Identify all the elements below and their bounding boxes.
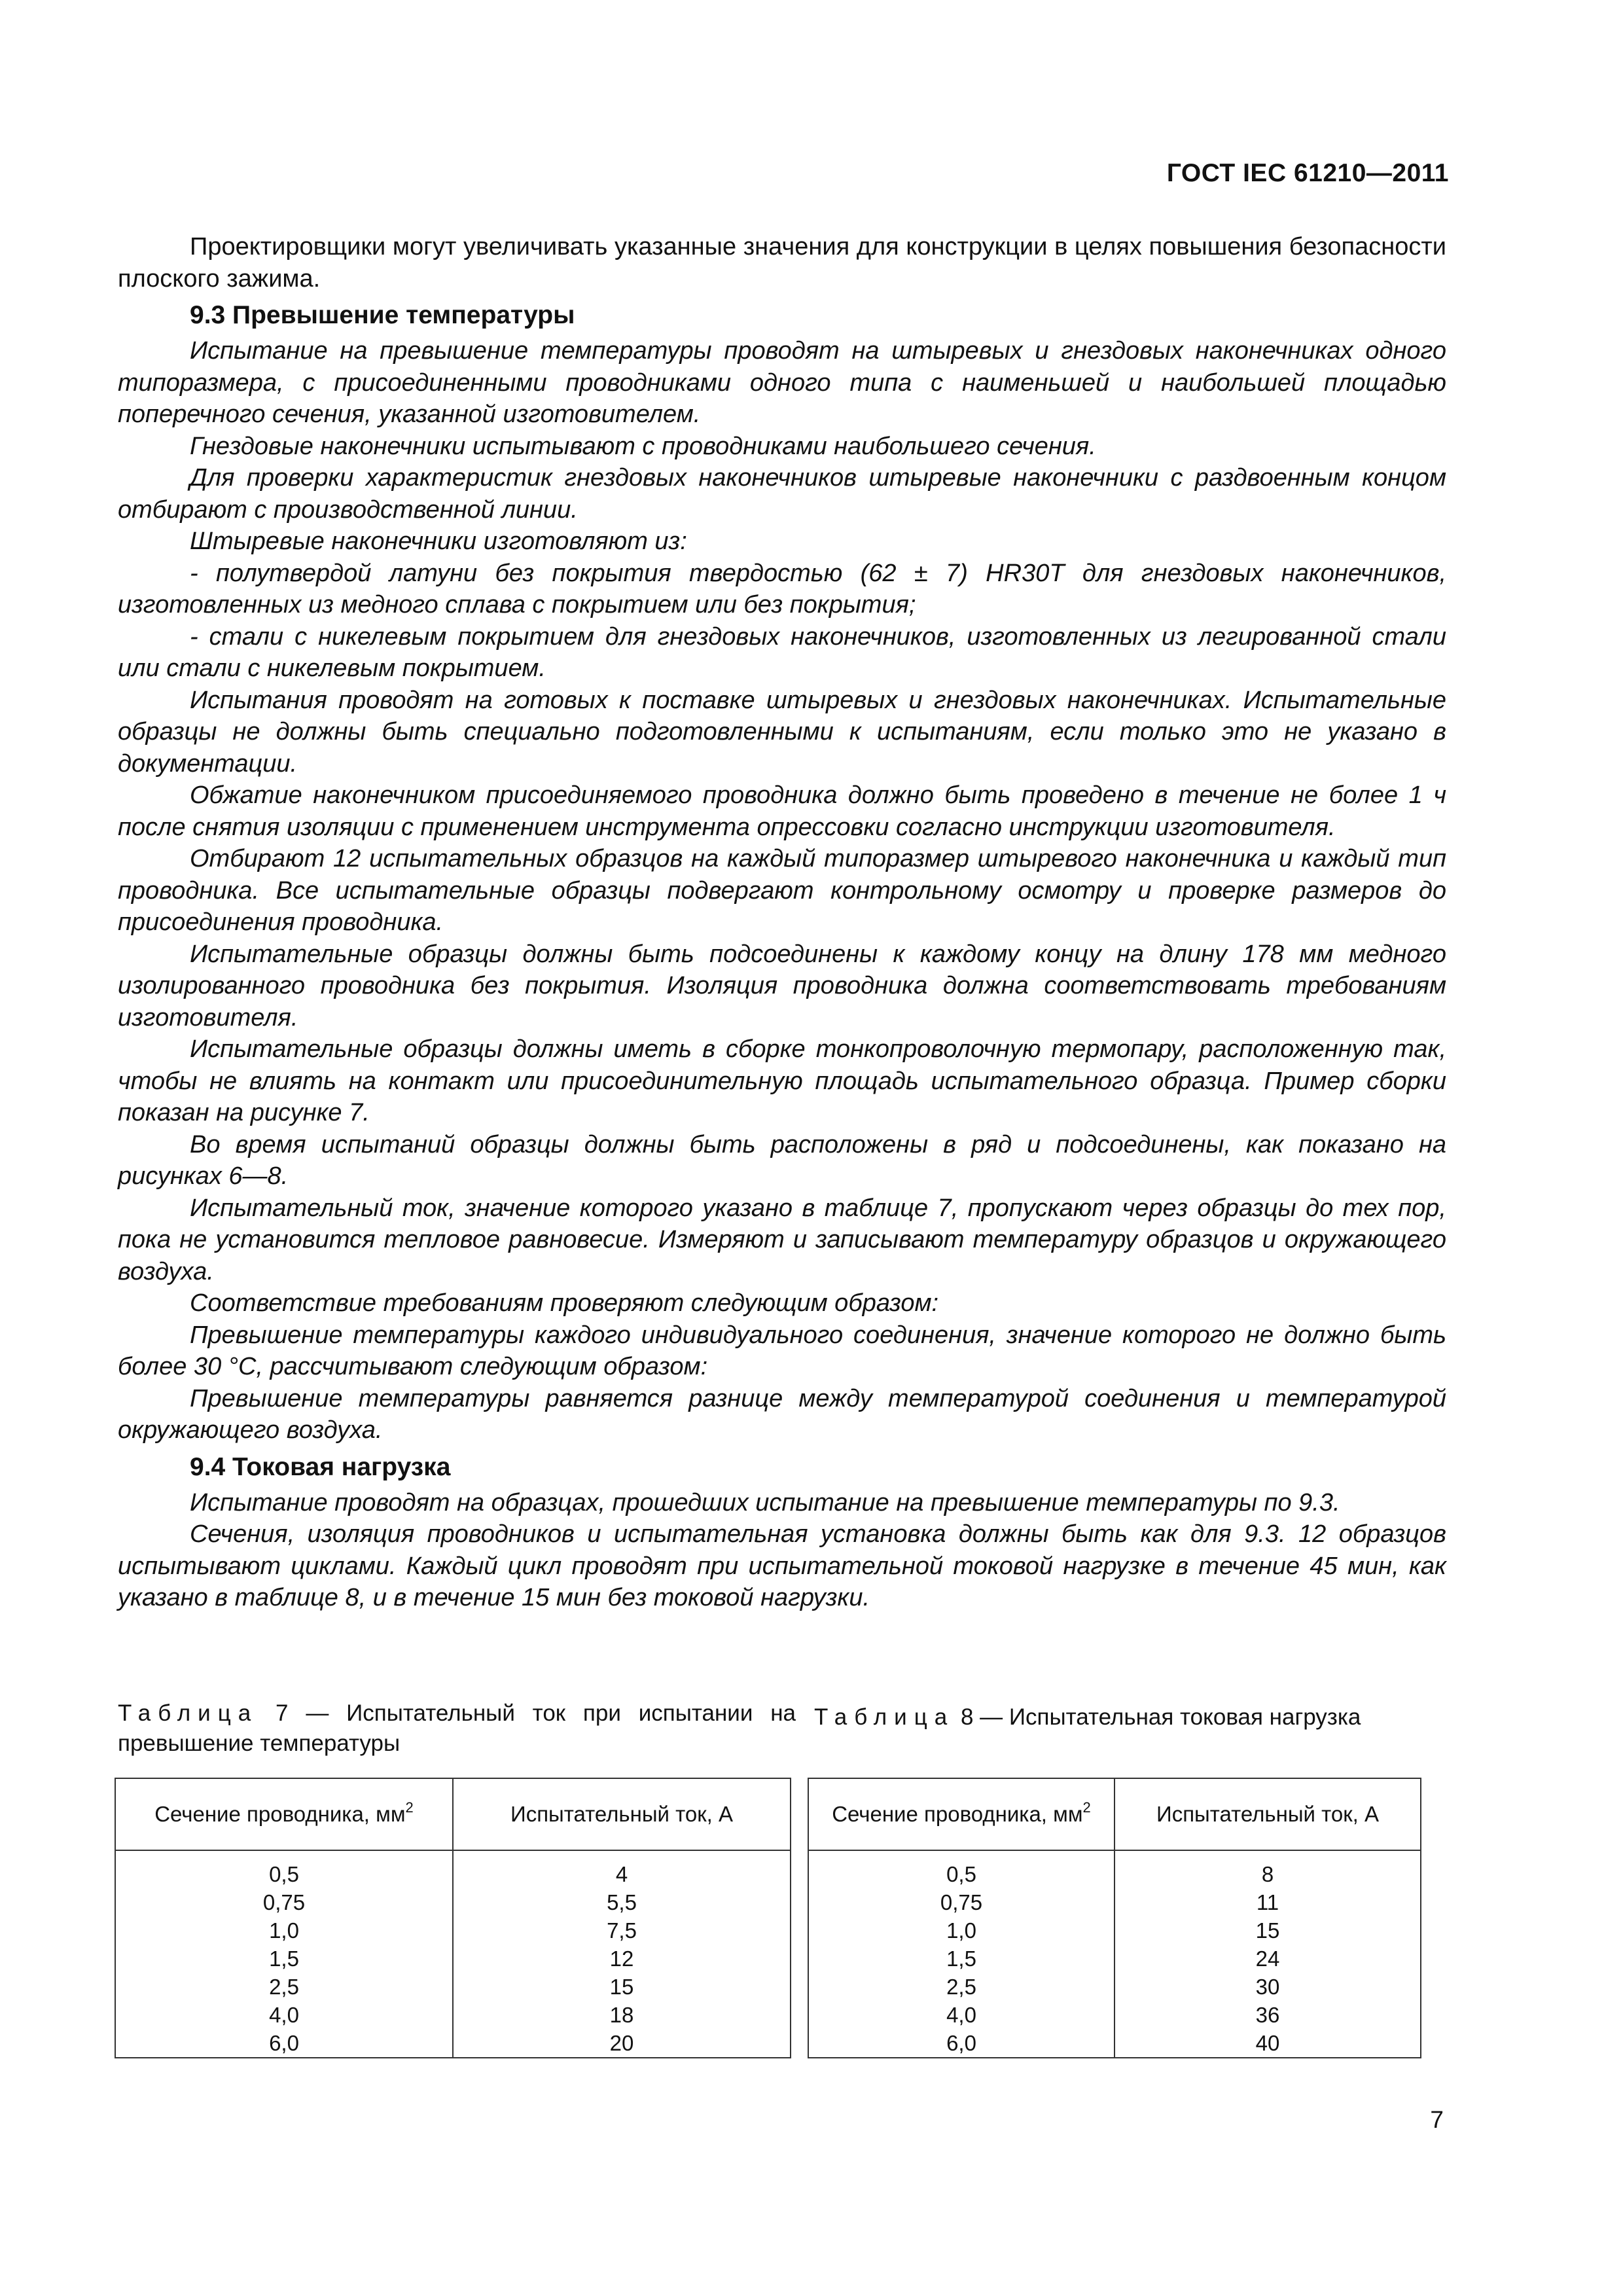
column-header-section: Сечение проводника, $мм^2$ <box>115 1778 453 1850</box>
table-cell: 7,5 <box>607 1918 637 1943</box>
section-9-3-body <box>118 335 1446 1446</box>
paragraph: Испытательный ток, значение которого указано в таблице 7, пропускают через образцы до тех пор, пока не установится тепловое равновесие. Измеряют и записывают температуру образцов и окружающего воздуха. <box>118 1194 1446 1285</box>
table-cell: 0,5 <box>269 1862 299 1886</box>
table-cell: 18 <box>609 2003 634 2027</box>
column-header-current: Испытательный ток, А <box>453 1778 791 1850</box>
table-cell: 2,5 <box>269 1975 299 1999</box>
table-cell: 40 <box>1255 2031 1280 2055</box>
table-cell: 1,0 <box>269 1918 299 1943</box>
section-values <box>115 1850 453 2058</box>
table-cell: 4 <box>615 1862 628 1886</box>
table-8 <box>808 1778 1421 2058</box>
caption-word: Таблица <box>814 1704 955 1730</box>
table-cell: 1,5 <box>269 1946 299 1971</box>
current-values <box>453 1850 791 2058</box>
paragraph: Испытательные образцы должны быть подсоединены к каждому концу на длину 178 мм медного изолированного проводника без покрытия. Изоляция проводника должна соответствовать требованиям изготовителя. <box>118 940 1446 1031</box>
table-cell: 11 <box>1256 1890 1279 1914</box>
table-header-row <box>115 1778 791 1850</box>
table-cell: 1,5 <box>946 1946 976 1971</box>
table-cell: 1,0 <box>946 1918 976 1943</box>
table-cell: 24 <box>1255 1946 1280 1971</box>
paragraph: Соответствие требованиям проверяют следующим образом: <box>190 1289 939 1317</box>
caption-text: 8 — Испытательная токовая нагрузка <box>954 1704 1361 1730</box>
table-cell: 12 <box>609 1946 634 1971</box>
list-item: - полутвердой латуни без покрытия твердостью (62 ± 7) HR30T для гнездовых наконечников, изготовленных из медного сплава с покрытием или без покрытия; <box>118 559 1446 619</box>
paragraph: Испытания проводят на готовых к поставке штыревых и гнездовых наконечниках. Испытательные образцы не должны быть специально подготовленными к испытаниям, если только это не указано в документации. <box>118 686 1446 778</box>
table-cell: 30 <box>1255 1975 1280 1999</box>
table-cell: 2,5 <box>946 1975 976 1999</box>
paragraph: Обжатие наконечником присоединяемого проводника должно быть проведено в течение не более 1 ч после снятия изоляции с применением инструмента опрессовки согласно инструкции изготовителя. <box>118 781 1446 841</box>
paragraph: Сечения, изоляция проводников и испытательная установка должны быть как для 9.3. 12 образцов испытывают циклами. Каждый цикл проводят при испытательной токовой нагрузке в течение 45 мин, как указано в таблице 8, и в течение 15 мин без токовой нагрузки. <box>118 1520 1446 1611</box>
paragraph: Превышение температуры каждого индивидуального соединения, значение которого не должно быть более 30 °С, рассчитывают следующим образом: <box>118 1321 1446 1380</box>
paragraph: Для проверки характеристик гнездовых наконечников штыревые наконечники с раздвоенным концом отбирают с производственной линии. <box>118 464 1446 524</box>
table-cell: 5,5 <box>607 1890 637 1914</box>
section-9-4-body <box>118 1487 1446 1614</box>
section-9-3-heading: 9.3 Превышение температуры <box>190 301 575 329</box>
paragraph: Отбирают 12 испытательных образцов на каждый типоразмер штыревого наконечника и каждый тип проводника. Все испытательные образцы подвергают контрольному осмотру и проверке размеров до присоединения проводника. <box>118 845 1446 936</box>
column-header-section: Сечение проводника, $мм^2$ <box>808 1778 1115 1850</box>
paragraph: Испытание на превышение температуры проводят на штыревых и гнездовых наконечниках одного типоразмера, с присоединенными проводниками одного типа с наименьшей и наибольшей площадью поперечного сечения, указанной изготовителем. <box>118 337 1446 428</box>
paragraph: Гнездовые наконечники испытывают с проводниками наибольшего сечения. <box>190 432 1096 460</box>
table-header-row <box>808 1778 1421 1850</box>
main-content <box>118 231 1446 1614</box>
table-cell: 4,0 <box>269 2003 299 2027</box>
table-cell: 4,0 <box>946 2003 976 2027</box>
table-cell: 6,0 <box>269 2031 299 2055</box>
table-cell: 15 <box>1255 1918 1280 1943</box>
column-header-current: Испытательный ток, А <box>1115 1778 1421 1850</box>
table-body-row <box>808 1850 1421 2058</box>
table-cell: 36 <box>1255 2003 1280 2027</box>
table-cell: 15 <box>609 1975 634 1999</box>
table-7-caption <box>118 1698 796 1759</box>
paragraph: Превышение температуры равняется разнице между температурой соединения и температурой окружающего воздуха. <box>118 1384 1446 1444</box>
current-values <box>1115 1850 1421 2058</box>
table-cell: 0,75 <box>940 1890 983 1914</box>
table-cell: 8 <box>1261 1862 1274 1886</box>
table-7 <box>115 1778 791 2058</box>
intro-paragraph: Проектировщики могут увеличивать указанные значения для конструкции в целях повышения безопасности плоского зажима. <box>118 233 1446 293</box>
table-8-caption <box>814 1702 1455 1732</box>
paragraph: Во время испытаний образцы должны быть расположены в ряд и подсоединены, как показано на рисунках 6—8. <box>118 1130 1446 1190</box>
table-cell: 6,0 <box>946 2031 976 2055</box>
caption-text: 7 — Испытательный ток при испытании на превышение температуры <box>118 1700 796 1756</box>
paragraph: Испытательные образцы должны иметь в сборке тонкопроволочную термопару, расположенную так, чтобы не влиять на контакт или присоединительную площадь испытательного образца. Пример сборки показан на рисунке 7. <box>118 1035 1446 1126</box>
table-cell: 0,5 <box>946 1862 976 1886</box>
table-body-row <box>115 1850 791 2058</box>
table-cell: 0,75 <box>262 1890 306 1914</box>
table-cell: 20 <box>609 2031 634 2055</box>
section-values <box>808 1850 1115 2058</box>
caption-word: Таблица <box>118 1700 259 1726</box>
document-code: ГОСТ IEC 61210—2011 <box>1166 159 1449 187</box>
paragraph: Штыревые наконечники изготовляют из: <box>190 528 687 555</box>
paragraph: Испытание проводят на образцах, прошедших испытание на превышение температуры по 9.3. <box>190 1488 1340 1516</box>
section-9-4-heading: 9.4 Токовая нагрузка <box>190 1452 451 1481</box>
list-item: - стали с никелевым покрытием для гнездовых наконечников, изготовленных из легированной стали или стали с никелевым покрытием. <box>118 622 1446 682</box>
page-number: 7 <box>1430 2106 1444 2133</box>
